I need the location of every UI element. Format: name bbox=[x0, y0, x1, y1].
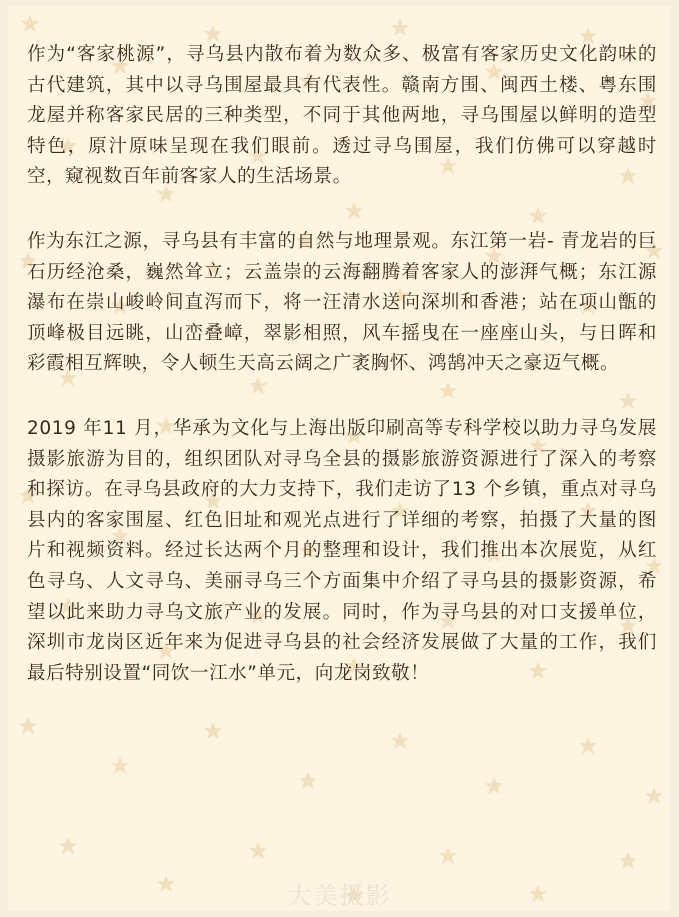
watermark-text: 大美摄影 bbox=[287, 882, 392, 910]
article-body bbox=[27, 40, 657, 723]
page-frame bbox=[8, 6, 671, 911]
paragraph-hakka-architecture: 作为“客家桃源”，寻乌县内散布着为数众多、极富有客家历史文化韵味的古代建筑，其中以寻乌围屋最具有代表性。赣南方围、闽西土楼、粤东围龙屋并称客家民居的三种类型，不同于其他两地，寻乌围屋以鲜明的造型特色，原汁原味呈现在我们眼前。透过寻乌围屋，我们仿佛可以穿越时空，窥视数百年前客家人的生活场景。 bbox=[27, 44, 657, 188]
paragraph-exhibition-background: 2019 年11 月，华承为文化与上海出版印刷高等专科学校以助力寻乌发展摄影旅游为目的，组织团队对寻乌全县的摄影旅游资源进行了深入的考察和探访。在寻乌县政府的大力支持下，我们走访了13 个乡镇，重点对寻乌县内的客家围屋、红色旧址和观光点进行了详细的考察，拍摄了大量的图片和视频资料。经过长达两个月的整理和设计，我们推出本次展览，从红色寻乌、人文寻乌、美丽寻乌三个方面集中介绍了寻乌县的摄影资源，希望以此来助力寻乌文旅产业的发展。同时，作为寻乌县的对口支援单位，深圳市龙岗区近年来为促进寻乌县的社会经济发展做了大量的工作，我们最后特别设置“同饮一江水”单元，向龙岗致敬！ bbox=[27, 417, 657, 684]
paragraph-natural-landscape: 作为东江之源，寻乌县有丰富的自然与地理景观。东江第一岩- 青龙岩的巨石历经沧桑，巍然耸立；云盖崇的云海翻腾着客家人的澎湃气概；东江源瀑布在崇山峻岭间直泻而下，将一汪清水送向深圳和香港；站在项山甑的顶峰极目远眺，山峦叠嶂，翠影相照，风车摇曳在一座座山头，与日晖和彩霞相互辉映，令人顿生天高云阔之广袤胸怀、鸿鹄冲天之豪迈气概。 bbox=[27, 230, 657, 375]
